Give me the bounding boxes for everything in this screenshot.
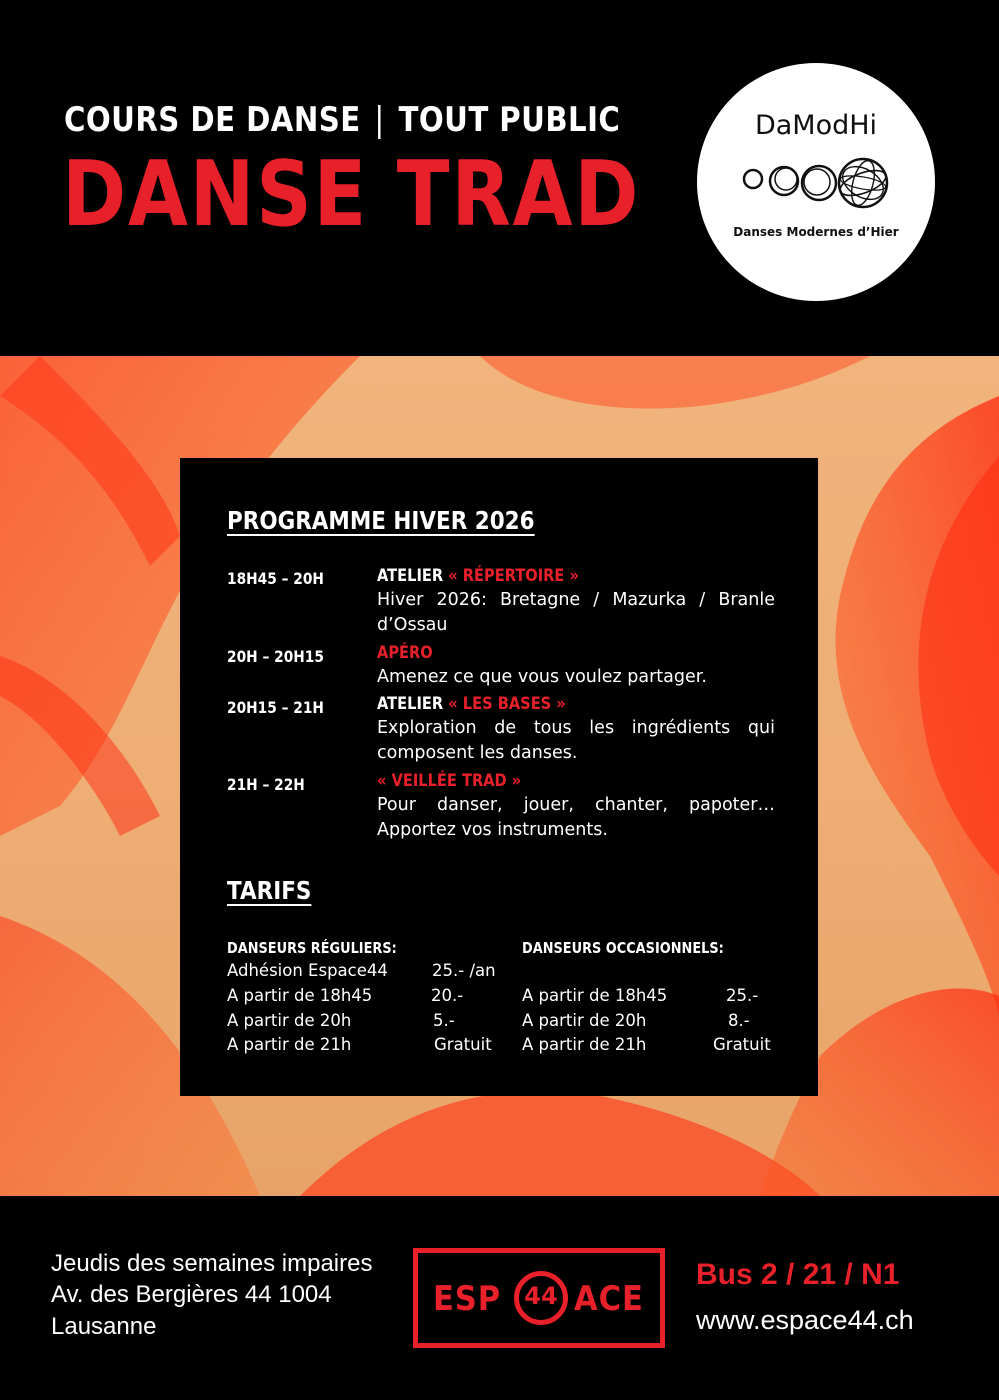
website-link[interactable]: www.espace44.ch (696, 1305, 914, 1335)
schedule-description: Hiver 2026: Bretagne / Mazurka / Branle d’Ossau (377, 590, 775, 635)
tarif-price: 25.- /an (432, 961, 496, 980)
occasional-dancers-heading: DANSEURS OCCASIONNELS: (522, 939, 724, 957)
header (0, 0, 999, 356)
heading-highlight: « RÉPERTOIRE » (448, 566, 579, 586)
tarif-label: A partir de 21h (227, 1035, 352, 1054)
heading-highlight: « LES BASES » (448, 694, 566, 714)
subtitle-right: TOUT PUBLIC (398, 100, 621, 140)
espace44-logo (413, 1248, 665, 1348)
tarif-price: Gratuit (434, 1035, 492, 1054)
schedule-time: 21H – 22H (227, 775, 305, 794)
tarif-price: 8.- (728, 1011, 750, 1030)
heading-highlight: APÉRO (377, 643, 433, 663)
schedule-heading (377, 643, 433, 663)
venue-circle (514, 1271, 568, 1325)
address-line: Jeudis des semaines impaires (51, 1250, 373, 1277)
schedule-description: Amenez ce que vous voulez partager. (377, 667, 707, 687)
damodhi-logo (697, 63, 935, 301)
logo-tagline: Danses Modernes d’Hier (733, 225, 899, 239)
venue-number: 44 (524, 1282, 558, 1310)
rings-icon (739, 155, 893, 213)
heading-label: ATELIER (377, 694, 444, 714)
schedule-time: 20H15 – 21H (227, 698, 324, 717)
heading-highlight: « VEILLÉE TRAD » (377, 771, 522, 791)
schedule-description: Pour danser, jouer, chanter, papoter… Apportez vos instruments. (377, 795, 775, 840)
course-subtitle (64, 100, 620, 140)
tarif-label: A partir de 18h45 (227, 986, 373, 1005)
regular-dancers-heading: DANSEURS RÉGULIERS: (227, 939, 397, 957)
programme-panel (180, 458, 818, 1096)
subtitle-separator: | (374, 100, 385, 140)
tarif-label: A partir de 20h (227, 1011, 352, 1030)
schedule-time: 20H – 20H15 (227, 647, 324, 666)
page-title: DANSE TRAD (62, 142, 641, 247)
venue-left: ESP (433, 1279, 502, 1319)
address-line: Lausanne (51, 1313, 157, 1340)
tarif-price: 25.- (726, 986, 759, 1005)
subtitle-left: COURS DE DANSE (64, 100, 361, 140)
tarif-label: Adhésion Espace44 (227, 961, 388, 980)
logo-name: DaModHi (754, 110, 878, 141)
tarif-price: 20.- (431, 986, 464, 1005)
schedule-description: Exploration de tous les ingrédients qui composent les danses. (377, 718, 775, 763)
tarif-price: 5.- (433, 1011, 455, 1030)
schedule-time: 18H45 – 20H (227, 569, 324, 588)
tarif-label: A partir de 20h (522, 1011, 647, 1030)
footer (0, 1196, 999, 1400)
schedule-heading (377, 566, 579, 586)
schedule-heading (377, 694, 566, 714)
bus-lines: Bus 2 / 21 / N1 (696, 1258, 900, 1291)
tarifs-title: TARIFS (227, 876, 312, 905)
programme-title: PROGRAMME HIVER 2026 (227, 506, 535, 535)
venue-right: ACE (574, 1279, 644, 1319)
tarif-label: A partir de 18h45 (522, 986, 668, 1005)
tarif-label: A partir de 21h (522, 1035, 647, 1054)
tarif-price: Gratuit (713, 1035, 771, 1054)
address-line: Av. des Bergières 44 1004 (51, 1281, 332, 1308)
schedule-heading (377, 771, 521, 791)
heading-label: ATELIER (377, 566, 444, 586)
